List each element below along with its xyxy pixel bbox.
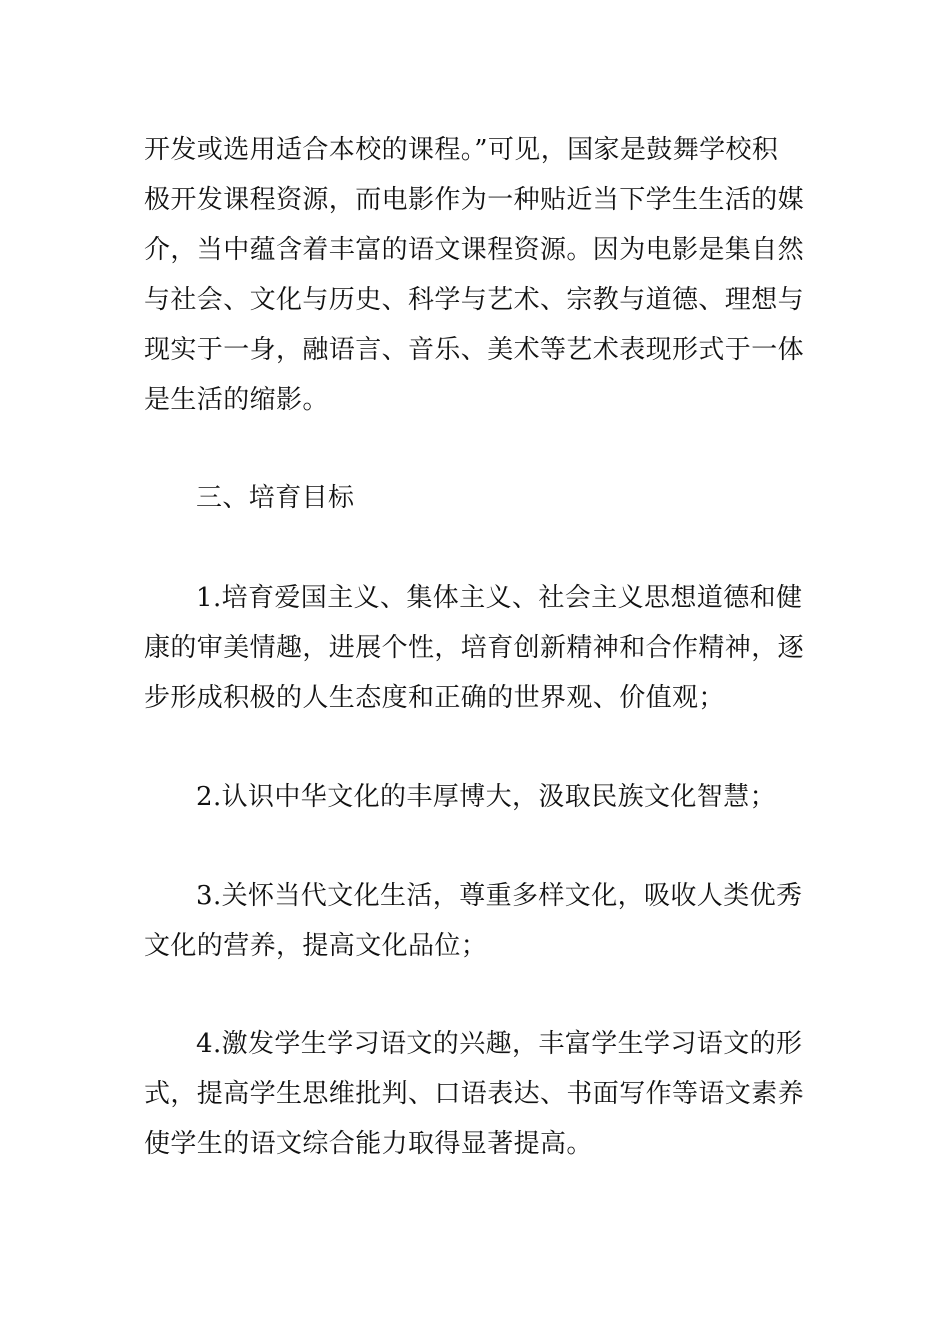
section-heading: 三、培育目标 <box>196 483 355 513</box>
paragraph-line: 极开发课程资源，而电影作为一种贴近当下学生生活的媒 <box>144 185 805 215</box>
list-item-line: 康的审美情趣，进展个性，培育创新精神和合作精神，逐 <box>144 633 805 663</box>
list-item-line: 1.培育爱国主义、集体主义、社会主义思想道德和健 <box>196 583 803 613</box>
list-item-line: 3.关怀当代文化生活，尊重多样文化，吸收人类优秀 <box>196 881 803 911</box>
paragraph-line: 与社会、文化与历史、科学与艺术、宗教与道德、理想与 <box>144 285 805 315</box>
list-item-line: 使学生的语文综合能力取得显著提高。 <box>144 1129 593 1159</box>
list-item-line: 式，提高学生思维批判、口语表达、书面写作等语文素养 <box>144 1079 805 1109</box>
paragraph-line: 是生活的缩影。 <box>144 385 329 415</box>
list-item-line: 文化的营养，提高文化品位； <box>144 931 488 961</box>
paragraph-line: 开发或选用适合本校的课程。”可见，国家是鼓舞学校积 <box>144 135 779 165</box>
list-item-line: 2.认识中华文化的丰厚博大，汲取民族文化智慧； <box>196 782 777 812</box>
list-item-line: 4.激发学生学习语文的兴趣，丰富学生学习语文的形 <box>196 1029 803 1059</box>
list-item-line: 步形成积极的人生态度和正确的世界观、价值观； <box>144 683 725 713</box>
paragraph-line: 现实于一身，融语言、音乐、美术等艺术表现形式于一体 <box>144 335 805 365</box>
paragraph-line: 介，当中蕴含着丰富的语文课程资源。因为电影是集自然 <box>144 235 805 265</box>
